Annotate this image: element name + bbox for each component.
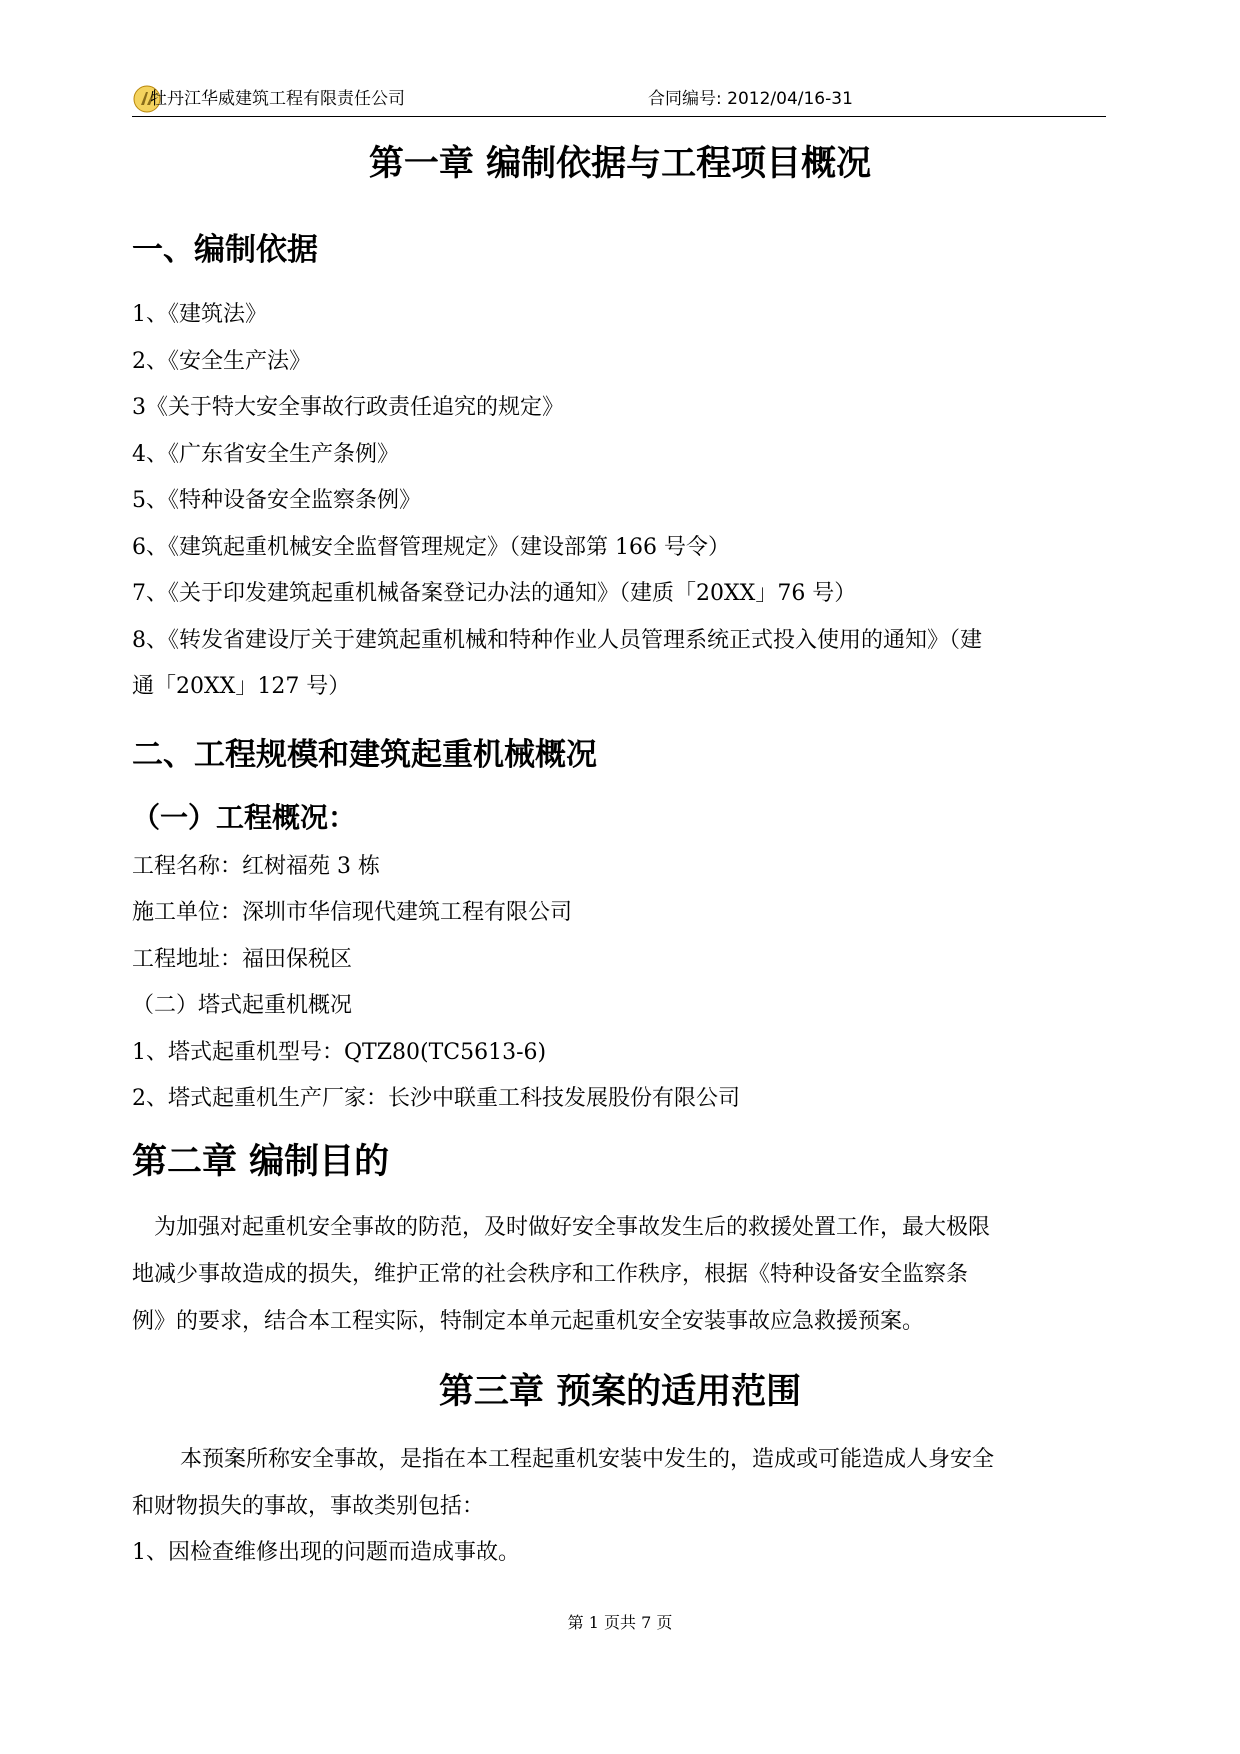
- basis-item-1: 1、《建筑法》: [132, 302, 267, 327]
- section1-title: 一、编制依据: [132, 232, 318, 268]
- paragraph-line: 地减少事故造成的损失，维护正常的社会秩序和工作秩序，根据《特种设备安全监察条: [132, 1262, 969, 1287]
- basis-item-2: 2、《安全生产法》: [132, 349, 311, 374]
- page-header: [132, 84, 1106, 117]
- contract-number: 合同编号: 2012/04/16-31: [648, 89, 853, 109]
- chapter3-title: 第三章 预案的适用范围: [438, 1372, 802, 1412]
- chapter2-title: 第二章 编制目的: [132, 1142, 390, 1182]
- paragraph-line: 例》的要求，结合本工程实际，特制定本单元起重机安全安装事故应急救援预案。: [132, 1309, 925, 1334]
- basis-item-6: 6、《建筑起重机械安全监督管理规定》（建设部第 166 号令）: [132, 535, 730, 560]
- crane-model: 1、塔式起重机型号：QTZ80(TC5613-6): [132, 1040, 547, 1065]
- basis-item-8-cont: 通「20XX」127 号）: [132, 674, 351, 699]
- basis-item-4: 4、《广东省安全生产条例》: [132, 442, 399, 467]
- paragraph-line: 和财物损失的事故，事故类别包括：: [132, 1494, 485, 1519]
- chapter3-paragraph: [132, 1445, 1108, 1539]
- paragraph-line: 为加强对起重机安全事故的防范，及时做好安全事故发生后的救援处置工作，最大极限: [154, 1215, 991, 1240]
- project-name: 工程名称：红树福苑 3 栋: [132, 854, 380, 879]
- accident-type-1: 1、因检查维修出现的问题而造成事故。: [132, 1540, 520, 1565]
- company-name: 牡丹江华威建筑工程有限责任公司: [150, 89, 405, 109]
- basis-item-7: 7、《关于印发建筑起重机械备案登记办法的通知》（建质「20XX」76 号）: [132, 581, 857, 606]
- project-address: 工程地址：福田保税区: [132, 947, 353, 972]
- subsection-crane-overview: （二）塔式起重机概况: [132, 993, 353, 1018]
- paragraph-line: 本预案所称安全事故，是指在本工程起重机安装中发生的，造成或可能造成人身安全: [180, 1447, 995, 1472]
- chapter1-title: 第一章 编制依据与工程项目概况: [368, 144, 872, 184]
- crane-manufacturer: 2、塔式起重机生产厂家：长沙中联重工科技发展股份有限公司: [132, 1086, 740, 1111]
- section2-title: 二、工程规模和建筑起重机械概况: [132, 737, 597, 773]
- basis-item-8: 8、《转发省建设厅关于建筑起重机械和特种作业人员管理系统正式投入使用的通知》（建: [132, 628, 983, 653]
- chapter2-paragraph: [132, 1213, 1108, 1354]
- basis-item-5: 5、《特种设备安全监察条例》: [132, 488, 421, 513]
- subsection-project-overview: （一）工程概况：: [132, 801, 357, 834]
- contractor: 施工单位：深圳市华信现代建筑工程有限公司: [132, 900, 573, 925]
- page-number: 第 1 页共 7 页: [567, 1613, 673, 1632]
- basis-item-3: 3《关于特大安全事故行政责任追究的规定》: [132, 395, 564, 420]
